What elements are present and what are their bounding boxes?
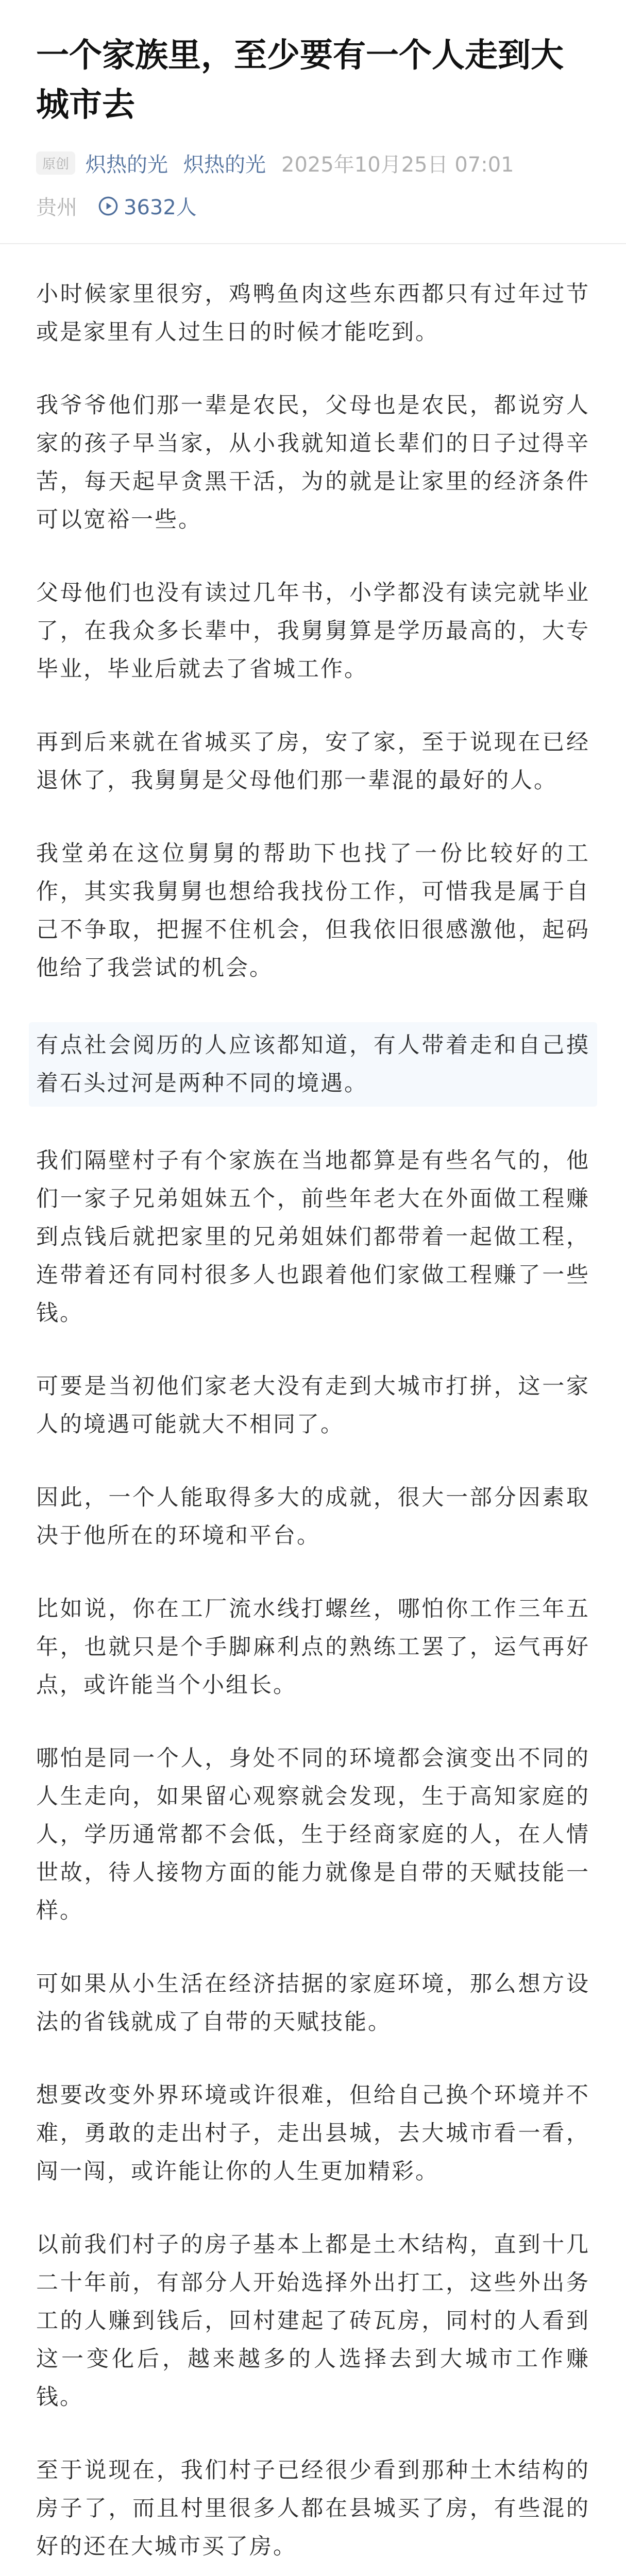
listen-icon <box>98 196 119 216</box>
paragraph: 哪怕是同一个人，身处不同的环境都会演变出不同的人生走向，如果留心观察就会发现，生于高知家庭的人，学历通常都不会低，生于经商家庭的人，在人情世故，待人接物方面的能力就像是自带的天赋技能一样。 <box>36 1745 590 1924</box>
author-account-link[interactable]: 炽热的光 <box>183 153 266 177</box>
article-meta-secondary <box>36 191 590 221</box>
paragraph: 以前我们村子的房子基本上都是土木结构，直到十几二十年前，有部分人开始选择外出打工，这些外出务工的人赚到钱后，回村建起了砖瓦房，同村的人看到这一变化后，越来越多的人选择去到大城市工作赚钱。 <box>36 2232 590 2410</box>
paragraph: 有点社会阅历的人应该都知道，有人带着走和自己摸着石头过河是两种不同的境遇。 <box>29 1022 597 1107</box>
article-body <box>36 244 590 2576</box>
publish-date: 2025年10月25日 07:01 <box>281 153 514 177</box>
paragraph: 因此，一个人能取得多大的成就，很大一部分因素取决于他所在的环境和平台。 <box>36 1485 590 1549</box>
paragraph: 小时候家里很穷，鸡鸭鱼肉这些东西都只有过年过节或是家里有人过生日的时候才能吃到。 <box>36 281 590 345</box>
paragraph: 我们隔壁村子有个家族在当地都算是有些名气的，他们一家子兄弟姐妹五个，前些年老大在外面做工程赚到点钱后就把家里的兄弟姐妹们都带着一起做工程，连带着还有同村很多人也跟着他们家做工程赚了一些钱。 <box>36 1148 590 1326</box>
article-meta <box>36 148 590 178</box>
paragraph: 我爷爷他们那一辈是农民，父母也是农民，都说穷人家的孩子早当家，从小我就知道长辈们的日子过得辛苦，每天起早贪黑干活，为的就是让家里的经济条件可以宽裕一些。 <box>36 393 590 533</box>
read-count-value: 3632人 <box>124 196 197 219</box>
paragraph: 想要改变外界环境或许很难，但给自己换个环境并不难，勇敢的走出村子，走出县城，去大城市看一看，闯一闯，或许能让你的人生更加精彩。 <box>36 2082 590 2184</box>
paragraph: 再到后来就在省城买了房，安了家，至于说现在已经退休了，我舅舅是父母他们那一辈混的最好的人。 <box>36 730 590 793</box>
article-title: 一个家族里，至少要有一个人走到大城市去 <box>36 37 564 124</box>
original-tag: 原创 <box>36 151 75 175</box>
paragraph: 至于说现在，我们村子已经很少看到那种土木结构的房子了，而且村里很多人都在县城买了房，有些混的好的还在大城市买了房。 <box>36 2458 590 2560</box>
paragraph: 父母他们也没有读过几年书，小学都没有读完就毕业了，在我众多长辈中，我舅舅算是学历最高的，大专毕业，毕业后就去了省城工作。 <box>36 580 590 682</box>
read-count[interactable] <box>98 191 197 221</box>
paragraph: 可要是当初他们家老大没有走到大城市打拼，这一家人的境遇可能就大不相同了。 <box>36 1374 590 1437</box>
author-name[interactable]: 炽热的光 <box>86 153 168 177</box>
location: 贵州 <box>36 196 77 219</box>
paragraph: 我堂弟在这位舅舅的帮助下也找了一份比较好的工作，其实我舅舅也想给我找份工作，可惜我是属于自己不争取，把握不住机会，但我依旧很感激他，起码他给了我尝试的机会。 <box>36 841 590 981</box>
paragraph: 可如果从小生活在经济拮据的家庭环境，那么想方设法的省钱就成了自带的天赋技能。 <box>36 1971 590 2035</box>
paragraph: 比如说，你在工厂流水线打螺丝，哪怕你工作三年五年，也就只是个手脚麻利点的熟练工罢了，运气再好点，或许能当个小组长。 <box>36 1596 590 1698</box>
